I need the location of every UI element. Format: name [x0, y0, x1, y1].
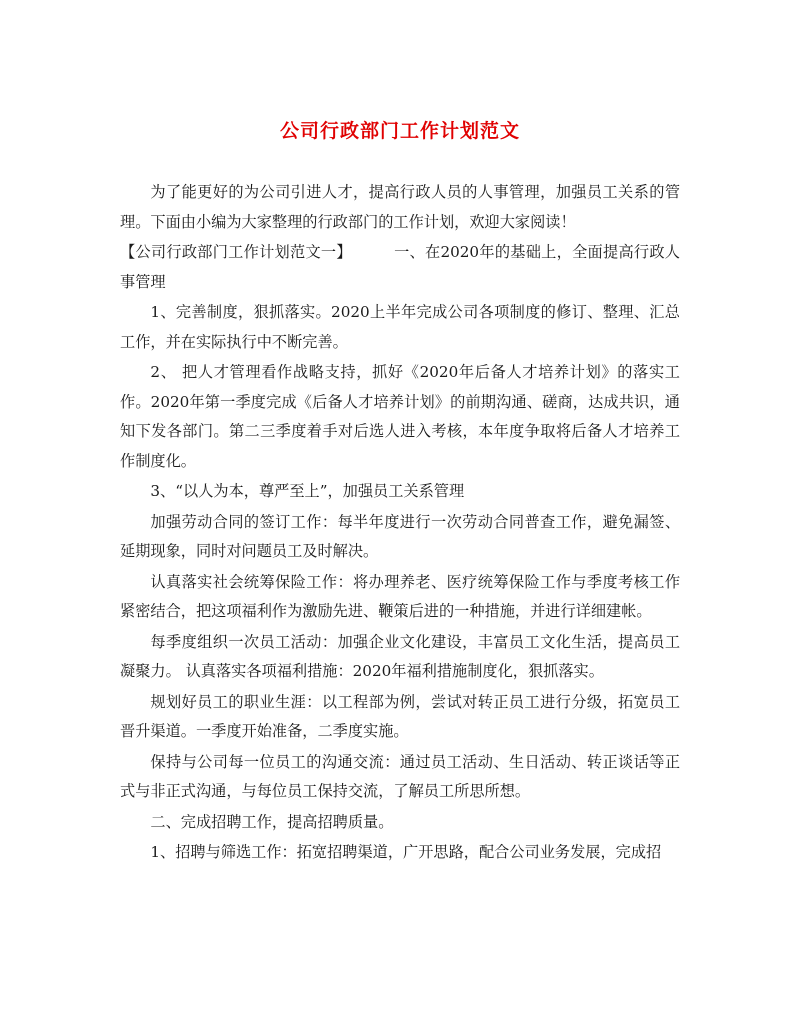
paragraph-4: 加强劳动合同的签订工作：每半年度进行一次劳动合同普查工作，避免漏签、延期现象，同时对问题员工及时解决。 — [120, 512, 680, 560]
document-title: 公司行政部门工作计划范文 — [279, 120, 520, 142]
section-bracket-label: 【公司行政部门工作计划范文一】 — [120, 243, 352, 261]
paragraph-9: 二、完成招聘工作，提高招聘质量。 — [150, 812, 394, 831]
paragraph-10: 1、招聘与筛选工作：拓宽招聘渠道，广开思路，配合公司业务发展，完成招 — [150, 843, 662, 861]
paragraph-1: 1、完善制度，狠抓落实。2020上半年完成公司各项制度的修订、整理、汇总工作，并在实际执行中不断完善。 — [120, 303, 680, 351]
paragraph-heading-1 — [120, 238, 680, 297]
paragraph-6: 每季度组织一次员工活动：加强企业文化建设，丰富员工文化生活，提高员工凝聚力。 认真落实各项福利措施：2020年福利措施制度化，狠抓落实。 — [120, 632, 680, 680]
paragraph-intro: 为了能更好的为公司引进人才，提高行政人员的人事管理，加强员工关系的管理。下面由小编为大家整理的行政部门的工作计划，欢迎大家阅读！ — [120, 183, 680, 231]
document-body — [120, 178, 680, 869]
section-heading-text: 一、在2020年的基础上，全面提高行政人事管理 — [120, 243, 680, 291]
paragraph-2: 2、 把人才管理看作战略支持，抓好《2020年后备人才培养计划》的落实工作。2020年第一季度完成《后备人才培养计划》的前期沟通、磋商，达成共识，通知下发各部门。第二三季度着手对后选人进入考核，本年度争取将后备人才培养工作制度化。 — [120, 363, 680, 470]
paragraph-8: 保持与公司每一位员工的沟通交流：通过员工活动、生日活动、转正谈话等正式与非正式沟通，与每位员工保持交流，了解员工所思所想。 — [120, 752, 680, 800]
paragraph-3: 3、“以人为本，尊严至上”，加强员工关系管理 — [150, 482, 465, 500]
paragraph-7: 规划好员工的职业生涯：以工程部为例，尝试对转正员工进行分级，拓宽员工晋升渠道。一季度开始准备，二季度实施。 — [120, 692, 680, 740]
paragraph-5: 认真落实社会统筹保险工作：将办理养老、医疗统筹保险工作与季度考核工作紧密结合，把这项福利作为激励先进、鞭策后进的一种措施，并进行详细建帐。 — [120, 572, 680, 620]
